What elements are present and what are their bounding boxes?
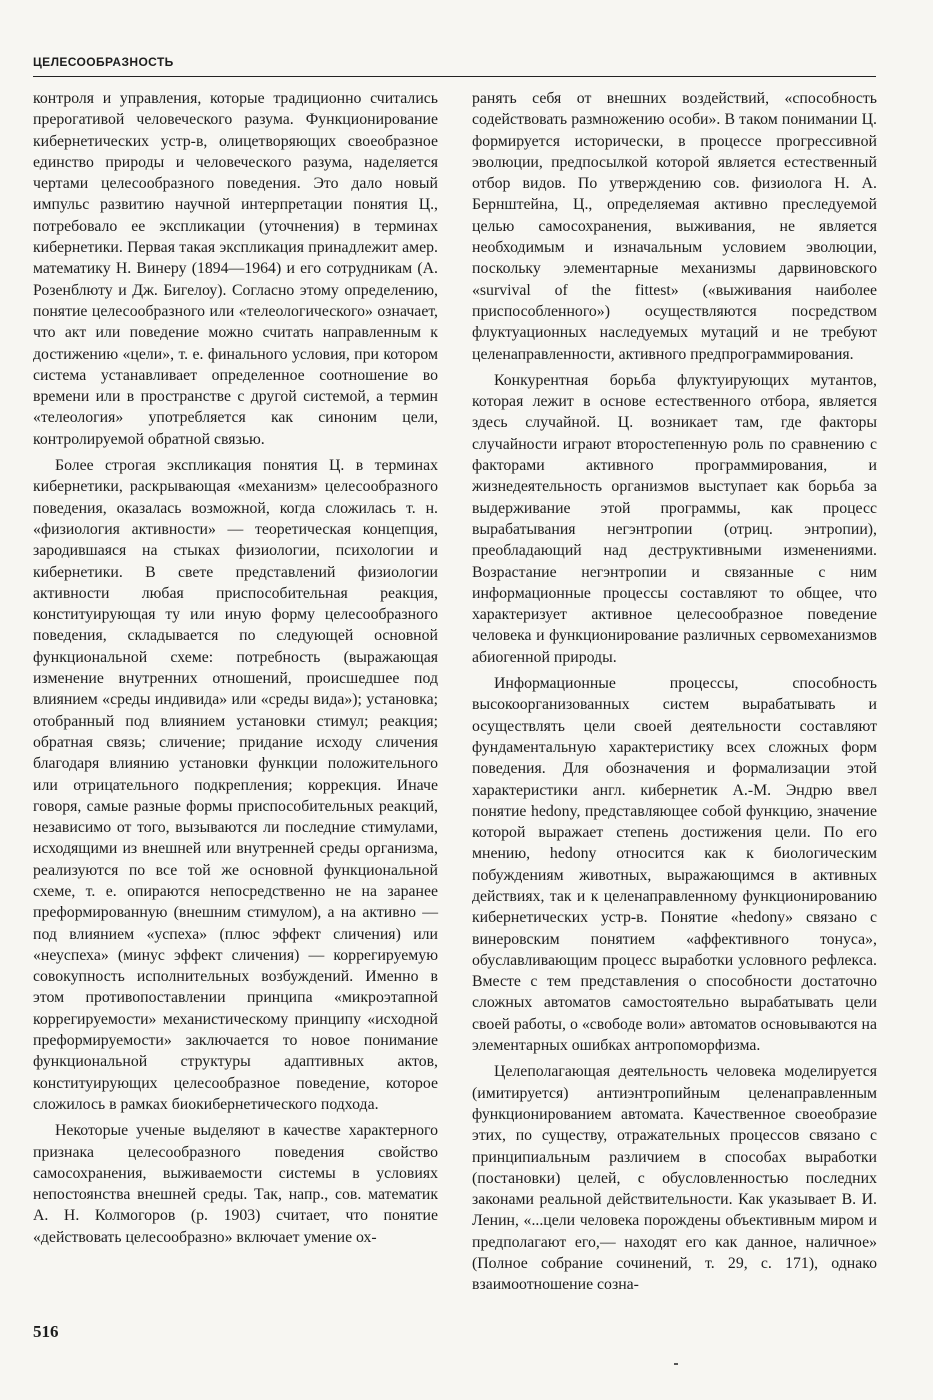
running-header: ЦЕЛЕСООБРАЗНОСТЬ	[33, 55, 174, 69]
paragraph: Целеполагающая деятельность человека моделируется (имитируется) антиэнтропийным целенаправленным функционированием автомата. Качественное своеобразие этих, по существу, отражательных процессов связано с принципиальным различием в способах выработки (постановки) целей, с обусловленностью последних законами реальной действительности. Как указывает В. И. Ленин, «...цели человека порождены объективным миром и предполагают его,— находят его как данное, наличное» (Полное собрание сочинений, т. 29, с. 171), однако взаимоотношение созна-	[472, 1063, 877, 1294]
right-column	[472, 88, 877, 1296]
paragraph: Конкурентная борьба флуктуирующих мутантов, которая лежит в основе естественного отбора, является здесь случайной. Ц. возникает там, где факторы случайности играют второстепенную роль по сравнению с факторами активного программирования, и жизнедеятельность организмов выступает как борьба за выдерживание этой программы, как процесс вырабатывания негэнтропии (отриц. энтропии), преобладающий над деструктивными изменениями. Возрастание негэнтропии и связанные с ним информационные процессы составляют то общее, что характеризует активное целесообразное поведение человека и функционирование различных сервомеханизмов абиогенной природы.	[472, 371, 877, 666]
left-column	[33, 88, 438, 1248]
header-rule	[33, 76, 876, 77]
paragraph: Информационные процессы, способность высокоорганизованных систем вырабатывать и осуществлять цели своей деятельности составляют фундаментальную характеристику всех сложных форм поведения. Для обозначения и формализации этой характеристики англ. кибернетик А.-М. Эндрю ввел понятие hedony, представляющее собой функцию, значение которой выражает степень достижения цели. По его мнению, hedony относится как к биологическим побуждениям животных, выражающимся в активных действиях, так и к целенаправленному функционированию кибернетических устр-в. Понятие «hedony» связано с винеровским понятием «аффективного тонуса», обуславливающим процесс выработки условного рефлекса. Вместе с тем представления о способности достаточно сложных автоматов самостоятельно вырабатывать цели своей работы, о «свободе воли» автоматов основываются на элементарных ошибках антропоморфизма.	[472, 675, 877, 1055]
paragraph: контроля и управления, которые традиционно считались прерогативой человеческого разума. Функционирование кибернетических устр-в, олицетворяющих своеобразное единство природы и человеческого разума, наделяется чертами целесообразного поведения. Это дало новый импульс развитию научной интерпретации понятия Ц., потребовало ее экспликации (уточнения) в терминах кибернетики. Первая такая экспликация принадлежит амер. математику Н. Винеру (1894—1964) и его сотрудникам (А. Розенблюту и Дж. Бигелоу). Согласно этому определению, понятие целесообразного или «телеологического» означает, что акт или поведение можно считать направленным к достижению «цели», т. е. финального условия, при котором система устанавливает определенное соотношение во времени или в пространстве с другой системой, а термин «телеология» употребляется как синоним цели, контролируемой обратной связью.	[33, 90, 438, 448]
print-speck	[674, 1363, 678, 1365]
paragraph: Некоторые ученые выделяют в качестве характерного признака целесообразного поведения свойство самосохранения, выживаемости системы в условиях непостоянства внешней среды. Так, напр., сов. математик А. Н. Колмогоров (р. 1903) считает, что понятие «действовать целесообразно» включает умение ох-	[33, 1122, 438, 1246]
paragraph: ранять себя от внешних воздействий, «способность содействовать размножению особи». В таком понимании Ц. формируется исторически, в процессе прогрессивной эволюции, предпосылкой которой является естественный отбор видов. По утверждению сов. физиолога Н. А. Бернштейна, Ц., определяемая активно преследуемой целью самосохранения, выживания, не является необходимым и изначальным условием эволюции, поскольку элементарные механизмы дарвиновского «survival of the fittest» («выживания наиболее приспособленного») осуществляются посредством флуктуационных наследуемых мутаций и не требуют целенаправленности, активного предпрограммирования.	[472, 90, 877, 363]
page-number: 516	[33, 1322, 59, 1341]
paragraph: Более строгая экспликация понятия Ц. в терминах кибернетики, раскрывающая «механизм» целесообразного поведения, оказалась возможной, когда сложилась т. н. «физиология активности» — теоретическая концепция, зародившаяся на стыках физиологии, психологии и кибернетики. В свете представлений физиологии активности любая приспособительная реакция, конституирующая ту или иную форму целесообразного поведения, складывается по следующей основной функциональной схеме: потребность (выражающая изменение внутренних отношений, происшедшее под влиянием «среды индивида» или «среды вида»); установка; отобранный под влиянием установки стимул; реакция; обратная связь; сличение; придание исходу сличения благодаря влиянию установки функции положительного или отрицательного подкрепления; коррекция. Иначе говоря, самые разные формы приспособительных реакций, независимо от того, вызываются ли последние стимулами, исходящими из внешней или внутренней среды организма, реализуются по все той же основной функциональной схеме, т. е. опираются непосредственно не на заранее преформированную (внешним стимулом), а на активно — под влиянием «успеха» (плюс эффект сличения) или «неуспеха» (минус эффект сличения) — коррегируемую совокупность исполнительных возбуждений. Именно в этом противопоставлении принципа «микроэтапной коррегируемости» механистическому принципу «исходной преформируемости» заключается то новое понимание функциональной структуры адаптивных актов, конституирующих целесообразное поведение, которое сложилось в рамках биокибернетического подхода.	[33, 457, 438, 1113]
